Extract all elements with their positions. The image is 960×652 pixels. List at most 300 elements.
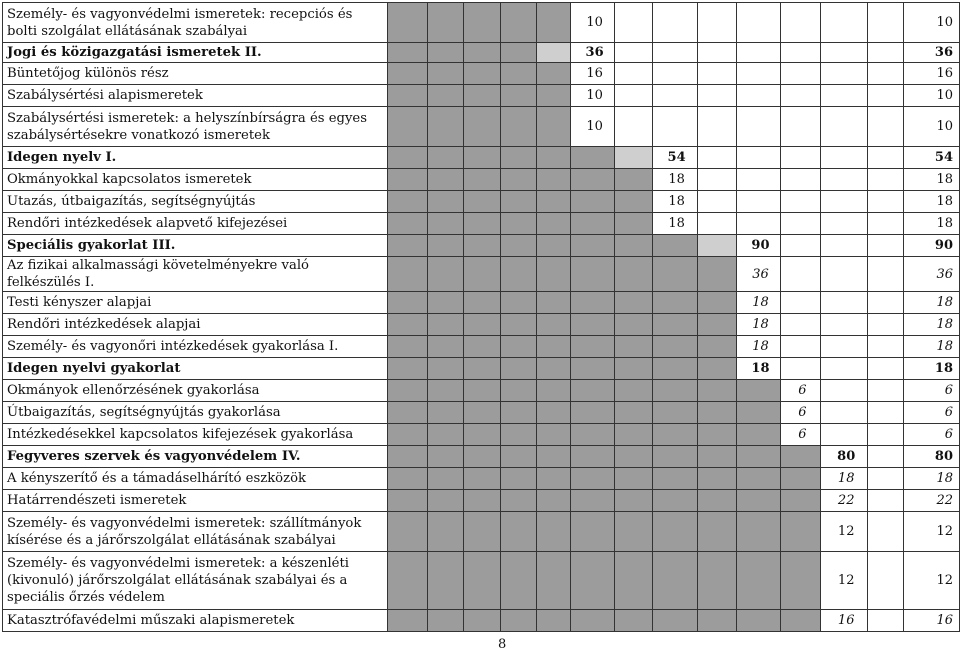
shaded-cell	[652, 610, 697, 632]
shaded-cell	[537, 191, 571, 213]
subject-name: Idegen nyelvi gyakorlat	[3, 358, 388, 380]
empty-cell	[780, 257, 821, 292]
empty-cell	[780, 43, 821, 63]
hours-total: 6	[904, 424, 960, 446]
shaded-cell	[614, 336, 652, 358]
empty-cell	[868, 336, 904, 358]
shaded-cell	[614, 380, 652, 402]
shaded-cell	[427, 314, 463, 336]
table-row	[3, 3, 960, 43]
shaded-cell	[652, 512, 697, 552]
hours-value: 6	[780, 402, 821, 424]
shaded-cell	[652, 446, 697, 468]
empty-cell	[868, 3, 904, 43]
shaded-cell	[737, 610, 780, 632]
empty-cell	[780, 235, 821, 257]
shaded-cell	[652, 358, 697, 380]
subject-name: Szabálysértési alapismeretek	[3, 85, 388, 107]
empty-cell	[737, 191, 780, 213]
shaded-cell	[537, 468, 571, 490]
shaded-cell	[571, 314, 614, 336]
shaded-cell	[614, 257, 652, 292]
shaded-cell	[571, 552, 614, 610]
table-row	[3, 107, 960, 147]
empty-cell	[780, 3, 821, 43]
hours-value: 22	[821, 490, 868, 512]
shaded-cell	[697, 402, 737, 424]
shaded-cell	[427, 191, 463, 213]
empty-cell	[821, 424, 868, 446]
empty-cell	[868, 213, 904, 235]
hours-total: 6	[904, 402, 960, 424]
hours-value: 16	[821, 610, 868, 632]
shaded-cell	[697, 610, 737, 632]
empty-cell	[868, 292, 904, 314]
shaded-cell	[463, 257, 501, 292]
shaded-cell	[463, 468, 501, 490]
empty-cell	[821, 336, 868, 358]
shaded-cell	[571, 169, 614, 191]
shaded-cell	[387, 147, 427, 169]
table-row	[3, 235, 960, 257]
hours-value: 18	[652, 169, 697, 191]
empty-cell	[868, 63, 904, 85]
hours-value: 18	[652, 191, 697, 213]
shaded-cell	[387, 107, 427, 147]
shaded-cell	[697, 292, 737, 314]
shaded-cell	[537, 43, 571, 63]
hours-total: 18	[904, 292, 960, 314]
shaded-cell	[427, 257, 463, 292]
shaded-cell	[427, 552, 463, 610]
shaded-cell	[427, 43, 463, 63]
shaded-cell	[697, 512, 737, 552]
shaded-cell	[463, 169, 501, 191]
shaded-cell	[697, 380, 737, 402]
shaded-cell	[571, 446, 614, 468]
shaded-cell	[614, 358, 652, 380]
shaded-cell	[387, 63, 427, 85]
shaded-cell	[571, 191, 614, 213]
hours-value: 36	[737, 257, 780, 292]
empty-cell	[652, 43, 697, 63]
shaded-cell	[427, 446, 463, 468]
shaded-cell	[537, 85, 571, 107]
shaded-cell	[537, 292, 571, 314]
shaded-cell	[463, 191, 501, 213]
shaded-cell	[571, 512, 614, 552]
empty-cell	[737, 63, 780, 85]
shaded-cell	[537, 235, 571, 257]
shaded-cell	[571, 213, 614, 235]
table-row	[3, 63, 960, 85]
empty-cell	[868, 446, 904, 468]
shaded-cell	[780, 512, 821, 552]
empty-cell	[821, 85, 868, 107]
shaded-cell	[387, 446, 427, 468]
hours-value: 18	[652, 213, 697, 235]
shaded-cell	[614, 213, 652, 235]
shaded-cell	[614, 169, 652, 191]
empty-cell	[821, 147, 868, 169]
subject-name: A kényszerítő és a támadáselhárító eszközök	[3, 468, 388, 490]
subject-name: Rendőri intézkedések alapvető kifejezései	[3, 213, 388, 235]
shaded-cell	[737, 402, 780, 424]
shaded-cell	[463, 63, 501, 85]
shaded-cell	[501, 468, 537, 490]
shaded-cell	[571, 424, 614, 446]
hours-value: 18	[737, 336, 780, 358]
empty-cell	[821, 402, 868, 424]
empty-cell	[821, 314, 868, 336]
table-row	[3, 512, 960, 552]
shaded-cell	[387, 336, 427, 358]
shaded-cell	[652, 402, 697, 424]
empty-cell	[868, 257, 904, 292]
shaded-cell	[463, 610, 501, 632]
empty-cell	[697, 191, 737, 213]
subject-name: Idegen nyelv I.	[3, 147, 388, 169]
shaded-cell	[537, 147, 571, 169]
empty-cell	[821, 43, 868, 63]
shaded-cell	[537, 402, 571, 424]
shaded-cell	[737, 380, 780, 402]
empty-cell	[868, 402, 904, 424]
shaded-cell	[427, 424, 463, 446]
empty-cell	[868, 424, 904, 446]
table-row	[3, 424, 960, 446]
shaded-cell	[780, 610, 821, 632]
shaded-cell	[571, 235, 614, 257]
shaded-cell	[463, 380, 501, 402]
empty-cell	[697, 147, 737, 169]
shaded-cell	[387, 85, 427, 107]
shaded-cell	[427, 235, 463, 257]
shaded-cell	[427, 3, 463, 43]
shaded-cell	[463, 43, 501, 63]
shaded-cell	[501, 490, 537, 512]
empty-cell	[737, 3, 780, 43]
shaded-cell	[697, 358, 737, 380]
empty-cell	[868, 610, 904, 632]
empty-cell	[780, 107, 821, 147]
shaded-cell	[501, 213, 537, 235]
shaded-cell	[463, 85, 501, 107]
subject-name: Jogi és közigazgatási ismeretek II.	[3, 43, 388, 63]
empty-cell	[821, 380, 868, 402]
empty-cell	[868, 147, 904, 169]
hours-value: 12	[821, 512, 868, 552]
empty-cell	[868, 468, 904, 490]
empty-cell	[737, 169, 780, 191]
empty-cell	[652, 3, 697, 43]
empty-cell	[780, 169, 821, 191]
shaded-cell	[427, 107, 463, 147]
empty-cell	[821, 257, 868, 292]
table-row	[3, 380, 960, 402]
shaded-cell	[463, 292, 501, 314]
shaded-cell	[463, 336, 501, 358]
empty-cell	[780, 191, 821, 213]
hours-value: 36	[571, 43, 614, 63]
shaded-cell	[387, 552, 427, 610]
shaded-cell	[652, 292, 697, 314]
curriculum-table	[2, 2, 960, 632]
shaded-cell	[463, 147, 501, 169]
subject-name: Testi kényszer alapjai	[3, 292, 388, 314]
shaded-cell	[737, 490, 780, 512]
shaded-cell	[697, 490, 737, 512]
empty-cell	[697, 63, 737, 85]
empty-cell	[697, 107, 737, 147]
shaded-cell	[463, 213, 501, 235]
shaded-cell	[501, 169, 537, 191]
shaded-cell	[737, 424, 780, 446]
empty-cell	[821, 3, 868, 43]
shaded-cell	[501, 292, 537, 314]
hours-total: 10	[904, 107, 960, 147]
table-row	[3, 257, 960, 292]
shaded-cell	[501, 147, 537, 169]
shaded-cell	[427, 468, 463, 490]
shaded-cell	[427, 610, 463, 632]
shaded-cell	[652, 424, 697, 446]
subject-name: Rendőri intézkedések alapjai	[3, 314, 388, 336]
hours-total: 36	[904, 257, 960, 292]
hours-value: 10	[571, 3, 614, 43]
subject-name: Intézkedésekkel kapcsolatos kifejezések gyakorlása	[3, 424, 388, 446]
shaded-cell	[387, 424, 427, 446]
subject-name: Okmányok ellenőrzésének gyakorlása	[3, 380, 388, 402]
shaded-cell	[614, 147, 652, 169]
hours-value: 18	[737, 314, 780, 336]
shaded-cell	[427, 336, 463, 358]
shaded-cell	[501, 257, 537, 292]
empty-cell	[780, 314, 821, 336]
shaded-cell	[652, 380, 697, 402]
shaded-cell	[463, 552, 501, 610]
empty-cell	[780, 336, 821, 358]
shaded-cell	[387, 235, 427, 257]
shaded-cell	[387, 43, 427, 63]
table-row	[3, 147, 960, 169]
empty-cell	[868, 314, 904, 336]
hours-total: 18	[904, 213, 960, 235]
shaded-cell	[697, 468, 737, 490]
empty-cell	[652, 63, 697, 85]
shaded-cell	[571, 147, 614, 169]
shaded-cell	[780, 552, 821, 610]
shaded-cell	[652, 552, 697, 610]
hours-value: 90	[737, 235, 780, 257]
empty-cell	[614, 43, 652, 63]
shaded-cell	[387, 512, 427, 552]
shaded-cell	[571, 490, 614, 512]
hours-total: 16	[904, 610, 960, 632]
shaded-cell	[501, 336, 537, 358]
empty-cell	[780, 63, 821, 85]
empty-cell	[821, 63, 868, 85]
subject-name: Személy- és vagyonvédelmi ismeretek: szállítmányok kísérése és a járőrszolgálat ellátásának szabályai	[3, 512, 388, 552]
shaded-cell	[387, 169, 427, 191]
shaded-cell	[652, 314, 697, 336]
shaded-cell	[537, 169, 571, 191]
shaded-cell	[387, 257, 427, 292]
empty-cell	[821, 358, 868, 380]
empty-cell	[697, 169, 737, 191]
shaded-cell	[614, 314, 652, 336]
shaded-cell	[501, 3, 537, 43]
shaded-cell	[427, 169, 463, 191]
shaded-cell	[463, 107, 501, 147]
hours-value: 54	[652, 147, 697, 169]
table-row	[3, 191, 960, 213]
hours-total: 80	[904, 446, 960, 468]
empty-cell	[737, 147, 780, 169]
empty-cell	[780, 85, 821, 107]
table-row	[3, 490, 960, 512]
hours-total: 18	[904, 468, 960, 490]
empty-cell	[614, 63, 652, 85]
shaded-cell	[737, 512, 780, 552]
shaded-cell	[652, 468, 697, 490]
hours-value: 12	[821, 552, 868, 610]
shaded-cell	[537, 358, 571, 380]
shaded-cell	[614, 552, 652, 610]
shaded-cell	[537, 63, 571, 85]
shaded-cell	[501, 402, 537, 424]
subject-name: Büntetőjog különös rész	[3, 63, 388, 85]
shaded-cell	[501, 446, 537, 468]
subject-name: Speciális gyakorlat III.	[3, 235, 388, 257]
shaded-cell	[501, 610, 537, 632]
shaded-cell	[652, 336, 697, 358]
empty-cell	[780, 147, 821, 169]
shaded-cell	[537, 552, 571, 610]
shaded-cell	[501, 191, 537, 213]
shaded-cell	[571, 402, 614, 424]
empty-cell	[868, 490, 904, 512]
empty-cell	[614, 107, 652, 147]
shaded-cell	[427, 147, 463, 169]
empty-cell	[614, 3, 652, 43]
shaded-cell	[780, 468, 821, 490]
shaded-cell	[427, 380, 463, 402]
shaded-cell	[537, 446, 571, 468]
empty-cell	[868, 358, 904, 380]
shaded-cell	[501, 380, 537, 402]
empty-cell	[697, 43, 737, 63]
table-row	[3, 85, 960, 107]
empty-cell	[737, 43, 780, 63]
subject-name: Okmányokkal kapcsolatos ismeretek	[3, 169, 388, 191]
table-row	[3, 169, 960, 191]
subject-name: Fegyveres szervek és vagyonvédelem IV.	[3, 446, 388, 468]
empty-cell	[697, 3, 737, 43]
shaded-cell	[697, 314, 737, 336]
subject-name: Szabálysértési ismeretek: a helyszínbírságra és egyes szabálysértésekre vonatkozó ismeretek	[3, 107, 388, 147]
shaded-cell	[614, 292, 652, 314]
empty-cell	[737, 213, 780, 235]
shaded-cell	[614, 424, 652, 446]
empty-cell	[868, 380, 904, 402]
shaded-cell	[501, 424, 537, 446]
shaded-cell	[571, 358, 614, 380]
hours-total: 18	[904, 314, 960, 336]
empty-cell	[868, 235, 904, 257]
shaded-cell	[463, 512, 501, 552]
hours-total: 12	[904, 512, 960, 552]
hours-total: 16	[904, 63, 960, 85]
empty-cell	[780, 292, 821, 314]
shaded-cell	[571, 610, 614, 632]
empty-cell	[614, 85, 652, 107]
empty-cell	[821, 107, 868, 147]
subject-name: Katasztrófavédelmi műszaki alapismeretek	[3, 610, 388, 632]
hours-total: 18	[904, 336, 960, 358]
shaded-cell	[537, 213, 571, 235]
hours-value: 10	[571, 107, 614, 147]
shaded-cell	[614, 490, 652, 512]
shaded-cell	[571, 292, 614, 314]
shaded-cell	[387, 3, 427, 43]
hours-total: 10	[904, 3, 960, 43]
shaded-cell	[427, 292, 463, 314]
shaded-cell	[537, 336, 571, 358]
shaded-cell	[463, 446, 501, 468]
table-row	[3, 402, 960, 424]
empty-cell	[868, 191, 904, 213]
shaded-cell	[537, 107, 571, 147]
empty-cell	[821, 213, 868, 235]
empty-cell	[737, 107, 780, 147]
subject-name: Az fizikai alkalmassági követelményekre való felkészülés I.	[3, 257, 388, 292]
hours-value: 16	[571, 63, 614, 85]
shaded-cell	[501, 85, 537, 107]
shaded-cell	[387, 314, 427, 336]
shaded-cell	[387, 191, 427, 213]
shaded-cell	[697, 424, 737, 446]
shaded-cell	[501, 107, 537, 147]
shaded-cell	[387, 380, 427, 402]
shaded-cell	[463, 314, 501, 336]
shaded-cell	[537, 257, 571, 292]
table-row	[3, 292, 960, 314]
shaded-cell	[780, 490, 821, 512]
shaded-cell	[463, 424, 501, 446]
shaded-cell	[537, 3, 571, 43]
shaded-cell	[537, 490, 571, 512]
shaded-cell	[537, 610, 571, 632]
shaded-cell	[537, 380, 571, 402]
shaded-cell	[737, 468, 780, 490]
subject-name: Utazás, útbaigazítás, segítségnyújtás	[3, 191, 388, 213]
shaded-cell	[501, 358, 537, 380]
shaded-cell	[614, 468, 652, 490]
shaded-cell	[427, 213, 463, 235]
hours-total: 54	[904, 147, 960, 169]
hours-total: 10	[904, 85, 960, 107]
empty-cell	[821, 235, 868, 257]
hours-value: 6	[780, 424, 821, 446]
shaded-cell	[780, 446, 821, 468]
table-row	[3, 610, 960, 632]
empty-cell	[697, 85, 737, 107]
subject-name: Útbaigazítás, segítségnyújtás gyakorlása	[3, 402, 388, 424]
table-row	[3, 552, 960, 610]
shaded-cell	[501, 512, 537, 552]
empty-cell	[821, 191, 868, 213]
